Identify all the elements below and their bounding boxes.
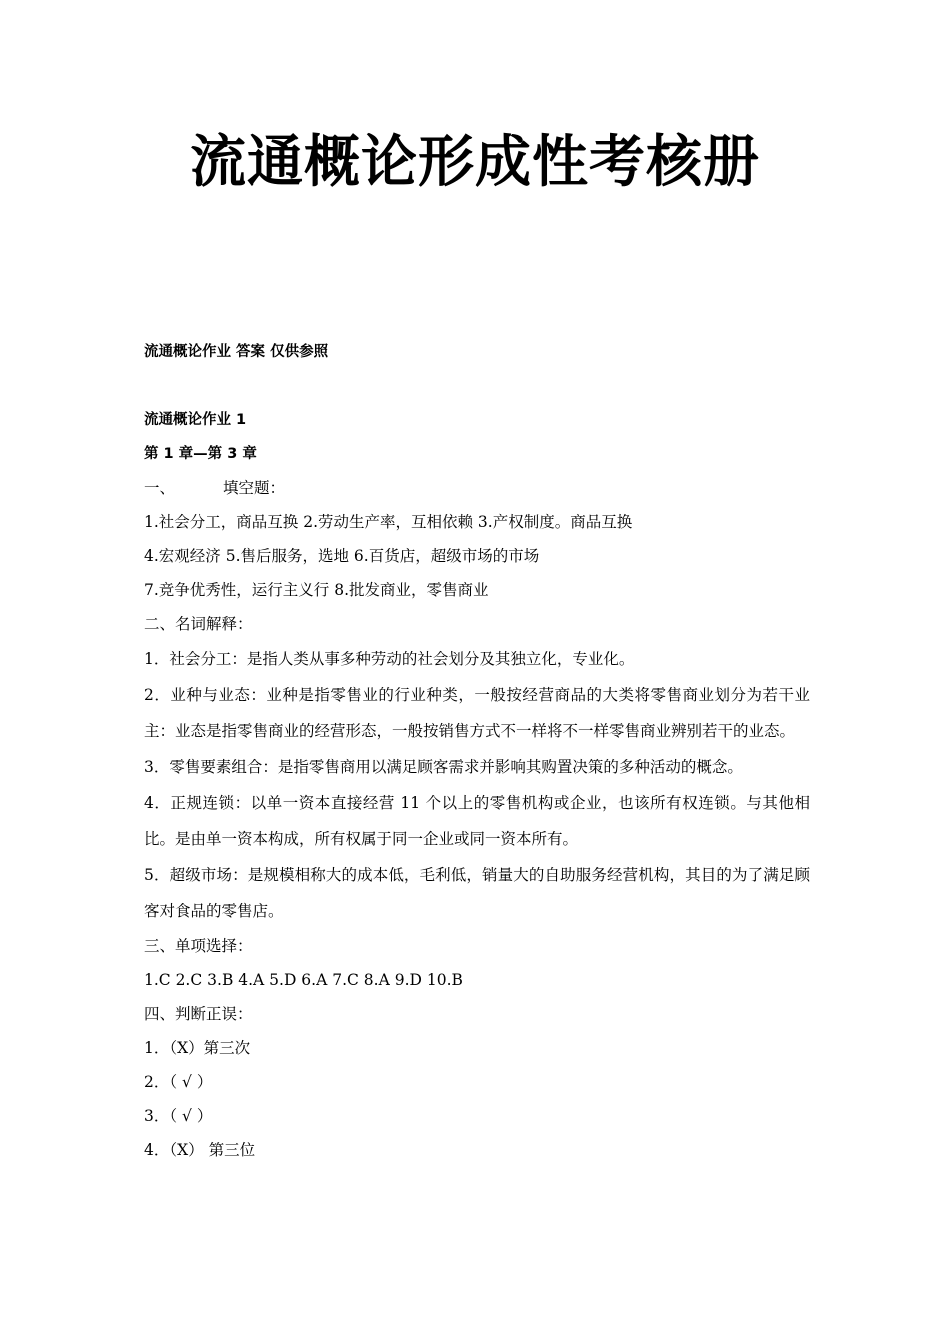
document-body [144,335,810,1167]
term-item: 3．零售要素组合：是指零售商用以满足顾客需求并影响其购置决策的多种活动的概念。 [144,758,743,776]
term-item: 5．超级市场：是规模相称大的成本低，毛利低，销量大的自助服务经营机构，其目的为了满足顾客对食品的零售店。 [144,866,810,920]
section1-heading-text: 填空题： [223,479,286,497]
term-item: 2．业种与业态：业种是指零售业的行业种类，一般按经营商品的大类将零售商业划分为若干业主：业态是指零售商业的经营形态，一般按销售方式不一样将不一样零售商业辨别若干的业态。 [144,686,810,740]
choice-answers: 1.C 2.C 3.B 4.A 5.D 6.A 7.C 8.A 9.D 10.B [144,971,463,989]
judgment-item: 2．（ √ ） [144,1073,213,1091]
fill-blank-line: 4.宏观经济 5.售后服务，选地 6.百货店，超级市场的市场 [144,547,540,565]
section2-heading: 二、名词解释： [144,615,253,633]
fill-blank-line: 1.社会分工，商品互换 2.劳动生产率，互相依赖 3.产权制度。商品互换 [144,513,633,531]
judgment-item: 3．（ √ ） [144,1107,213,1125]
fill-blank-line: 7.竞争优秀性，运行主义行 8.批发商业，零售商业 [144,581,489,599]
section4-heading: 四、判断正误： [144,1005,253,1023]
judgment-item: 1．（X）第三次 [144,1039,251,1057]
document-title: 流通概论形成性考核册 [190,130,760,195]
subtitle: 流通概论作业 答案 仅供参照 [144,344,329,360]
term-item: 1．社会分工：是指人类从事多种劳动的社会划分及其独立化，专业化。 [144,650,635,668]
section3-heading: 三、单项选择： [144,937,253,955]
section1-heading-num: 一、 [144,479,176,497]
judgment-item: 4．（X） 第三位 [144,1141,256,1159]
chapter-range: 第 1 章—第 3 章 [144,446,257,462]
section1-heading [144,471,810,505]
assignment-title: 流通概论作业 1 [144,412,247,428]
term-item: 4．正规连锁：以单一资本直接经营 11 个以上的零售机构或企业，也该所有权连锁。与其他相比。是由单一资本构成，所有权属于同一企业或同一资本所有。 [144,794,810,848]
